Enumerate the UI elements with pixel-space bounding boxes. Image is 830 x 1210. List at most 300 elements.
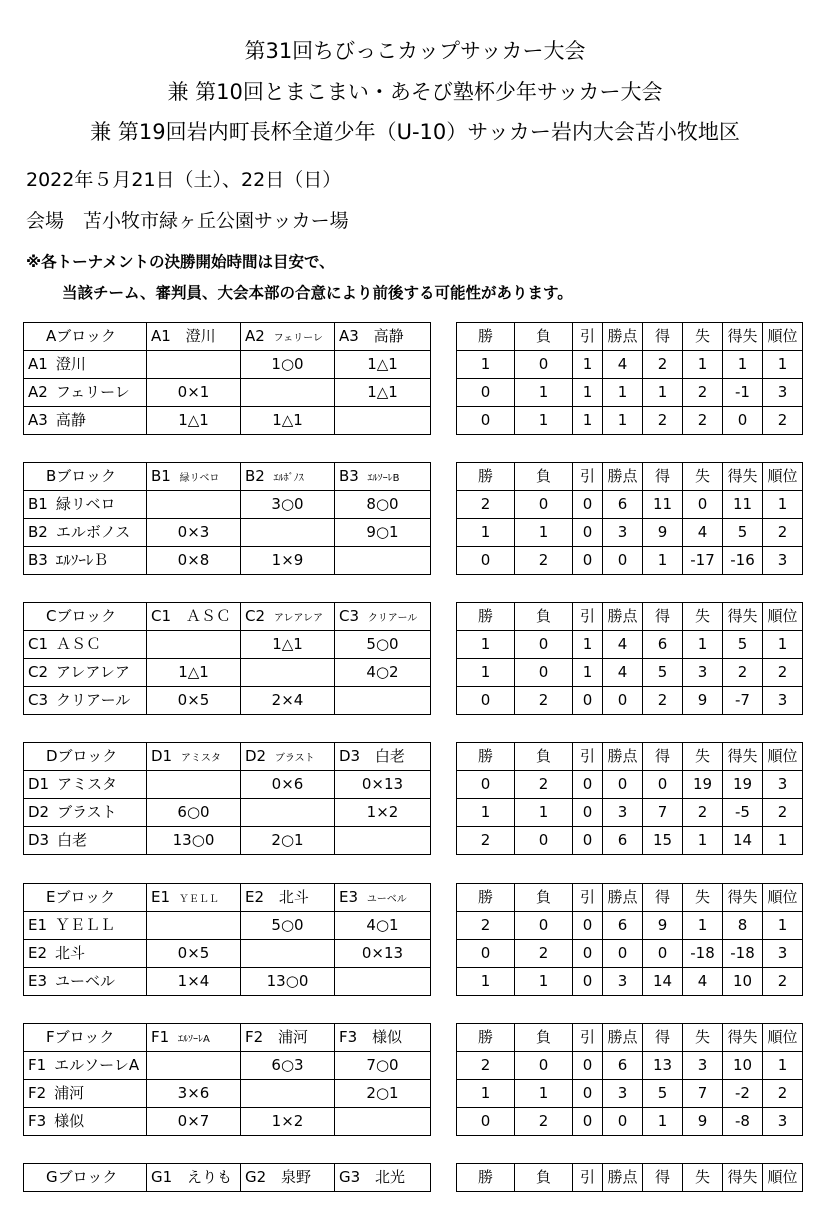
standings-column-header: 順位 (763, 1164, 803, 1192)
standings-cell: 1 (763, 1052, 803, 1080)
tournament-subtitle-2: 兼 第19回岩内町長杯全道少年（U-10）サッカー岩内大会苫小牧地区 (90, 120, 740, 144)
team-code: B3 (339, 467, 359, 485)
standings-cell: 1 (457, 799, 515, 827)
standings-table (456, 1163, 803, 1192)
standings-cell: 0 (603, 1108, 643, 1136)
block-name: Aブロック (24, 323, 147, 351)
standings-cell: 7 (683, 1080, 723, 1108)
standings-cell: 0 (515, 631, 573, 659)
standings-cell: 13 (643, 1052, 683, 1080)
block-name: Dブロック (24, 743, 147, 771)
match-result: 2○1 (335, 1080, 431, 1108)
standings-cell: 0 (573, 687, 603, 715)
team-column-header (335, 603, 431, 631)
standings-table (456, 1023, 803, 1136)
standings-column-header: 順位 (763, 743, 803, 771)
standings-cell: 0 (603, 547, 643, 575)
standings-header-row (457, 463, 803, 491)
team-code: B2 (245, 467, 265, 485)
table-row (24, 631, 431, 659)
match-result (147, 351, 241, 379)
team-code: E1 (28, 916, 48, 934)
match-result: 0×5 (147, 687, 241, 715)
standings-column-header: 引 (573, 1024, 603, 1052)
standings-cell: 4 (603, 631, 643, 659)
standings-cell: 2 (457, 491, 515, 519)
table-row (457, 912, 803, 940)
block-header-row (24, 603, 431, 631)
team-code: E1 (151, 888, 171, 906)
table-row (24, 407, 431, 435)
team-code: C1 (28, 635, 49, 653)
team-row-label (24, 940, 147, 968)
standings-header-row (457, 1164, 803, 1192)
standings-cell: 2 (683, 799, 723, 827)
standings-column-header: 負 (515, 743, 573, 771)
standings-cell: 2 (763, 1080, 803, 1108)
standings-column-header: 勝点 (603, 603, 643, 631)
match-result: 0×13 (335, 940, 431, 968)
table-row (457, 491, 803, 519)
standings-cell: 6 (603, 827, 643, 855)
team-column-header (241, 884, 335, 912)
team-code: E2 (245, 888, 265, 906)
standings-cell: 0 (573, 940, 603, 968)
team-column-header (335, 743, 431, 771)
standings-cell: 1 (573, 659, 603, 687)
standings-cell: 1 (457, 968, 515, 996)
team-code: F2 (245, 1028, 264, 1046)
team-code: G1 (151, 1168, 173, 1186)
table-row (457, 407, 803, 435)
team-name: 高静 (55, 411, 86, 429)
team-code: C3 (28, 691, 49, 709)
team-code: D1 (151, 747, 173, 765)
standings-cell: 2 (457, 827, 515, 855)
standings-cell: 2 (763, 519, 803, 547)
tournament-subtitle-1: 兼 第10回とまこまい・あそび塾杯少年サッカー大会 (167, 80, 663, 104)
standings-column-header: 失 (683, 463, 723, 491)
standings-cell: 3 (763, 547, 803, 575)
standings-cell: 1 (763, 491, 803, 519)
standings-cell: -1 (723, 379, 763, 407)
block-matrix-table (23, 1023, 431, 1136)
team-column-header (147, 463, 241, 491)
match-result (335, 407, 431, 435)
standings-column-header: 得失 (723, 884, 763, 912)
standings-column-header: 負 (515, 884, 573, 912)
standings-cell: 2 (515, 547, 573, 575)
standings-column-header: 順位 (763, 463, 803, 491)
table-row (457, 1108, 803, 1136)
table-row (24, 519, 431, 547)
table-row (24, 940, 431, 968)
team-name: アレアレア (56, 663, 130, 681)
match-result (147, 1052, 241, 1080)
table-row (457, 547, 803, 575)
standings-column-header: 引 (573, 884, 603, 912)
standings-column-header: 勝 (457, 743, 515, 771)
standings-cell: 5 (723, 631, 763, 659)
team-name: ＡＳＣ (185, 607, 231, 625)
team-name: 緑リベロ (55, 495, 116, 513)
team-code: C2 (245, 607, 266, 625)
standings-column-header: 負 (515, 463, 573, 491)
standings-column-header: 勝点 (603, 463, 643, 491)
standings-cell: 6 (603, 1052, 643, 1080)
standings-column-header: 勝 (457, 884, 515, 912)
standings-column-header: 得 (643, 1024, 683, 1052)
table-row (457, 1052, 803, 1080)
team-code: A1 (28, 355, 48, 373)
team-name: ブラスト (274, 753, 315, 764)
standings-cell: 0 (603, 940, 643, 968)
team-name: ユーベル (366, 894, 407, 905)
team-name: 白老 (374, 747, 405, 765)
standings-cell: 2 (515, 771, 573, 799)
match-result: 8○0 (335, 491, 431, 519)
team-name: ｴﾙｿｰﾚＢ (55, 551, 109, 569)
team-code: A3 (339, 327, 359, 345)
team-code: F2 (28, 1084, 47, 1102)
team-column-header (335, 884, 431, 912)
standings-cell: 2 (515, 687, 573, 715)
table-row (457, 379, 803, 407)
standings-cell: 1 (457, 519, 515, 547)
match-result (147, 771, 241, 799)
team-code: E3 (339, 888, 359, 906)
match-result (335, 1108, 431, 1136)
match-result (241, 799, 335, 827)
table-row (24, 547, 431, 575)
team-name: 浦河 (277, 1028, 308, 1046)
event-date: 2022年５月21日（土）、22日（日） (26, 169, 342, 191)
match-result: 7○0 (335, 1052, 431, 1080)
team-name: クリアール (56, 691, 131, 709)
match-result (241, 940, 335, 968)
team-row-label (24, 912, 147, 940)
team-column-header (241, 323, 335, 351)
standings-cell: 0 (573, 519, 603, 547)
team-name: ＹＥＬＬ (178, 894, 219, 905)
team-code: D3 (28, 831, 50, 849)
standings-column-header: 失 (683, 323, 723, 351)
block-header-row (24, 884, 431, 912)
standings-column-header: 負 (515, 603, 573, 631)
team-column-header (147, 884, 241, 912)
standings-column-header: 失 (683, 603, 723, 631)
block-header-row (24, 743, 431, 771)
team-column-header (147, 1164, 241, 1192)
match-result: 0×6 (241, 771, 335, 799)
standings-cell: 0 (457, 379, 515, 407)
team-name: エルボノス (55, 523, 131, 541)
team-name: フェリーレ (55, 383, 130, 401)
standings-cell: 1 (573, 351, 603, 379)
standings-column-header: 得失 (723, 463, 763, 491)
standings-column-header: 失 (683, 743, 723, 771)
standings-column-header: 得失 (723, 603, 763, 631)
standings-cell: 1 (643, 379, 683, 407)
standings-column-header: 得失 (723, 743, 763, 771)
match-result: 1○0 (241, 351, 335, 379)
standings-cell: 6 (643, 631, 683, 659)
team-column-header (241, 1164, 335, 1192)
team-row-label (24, 631, 147, 659)
standings-cell: 5 (643, 659, 683, 687)
team-row-label (24, 407, 147, 435)
standings-column-header: 勝点 (603, 1024, 643, 1052)
standings-cell: 1 (515, 1080, 573, 1108)
team-column-header (335, 463, 431, 491)
block-header-row (24, 323, 431, 351)
standings-cell: 2 (763, 407, 803, 435)
match-result: 0×5 (147, 940, 241, 968)
team-code: D2 (28, 803, 50, 821)
match-result: 13○0 (147, 827, 241, 855)
standings-cell: 3 (763, 687, 803, 715)
standings-cell: -18 (683, 940, 723, 968)
team-name: 北斗 (278, 888, 309, 906)
standings-cell: 0 (573, 491, 603, 519)
match-result: 4○2 (335, 659, 431, 687)
match-result (335, 547, 431, 575)
team-code: D3 (339, 747, 361, 765)
team-column-header (335, 1164, 431, 1192)
standings-cell: 0 (457, 940, 515, 968)
standings-cell: 1 (643, 547, 683, 575)
team-code: D2 (245, 747, 267, 765)
standings-cell: 3 (763, 940, 803, 968)
standings-cell: 1 (723, 351, 763, 379)
match-result: 1△1 (335, 379, 431, 407)
standings-cell: -8 (723, 1108, 763, 1136)
standings-cell: 1 (683, 351, 723, 379)
team-column-header (241, 743, 335, 771)
match-result: 2×4 (241, 687, 335, 715)
match-result: 4○1 (335, 912, 431, 940)
team-name: アミスタ (57, 775, 118, 793)
table-row (24, 491, 431, 519)
match-result: 0×13 (335, 771, 431, 799)
standings-cell: 1 (643, 1108, 683, 1136)
standings-cell: 3 (763, 771, 803, 799)
match-result (147, 631, 241, 659)
standings-cell: -2 (723, 1080, 763, 1108)
block-matrix-table (23, 462, 431, 575)
standings-cell: 1 (573, 407, 603, 435)
standings-column-header: 勝 (457, 323, 515, 351)
team-name: 泉野 (280, 1168, 311, 1186)
standings-column-header: 順位 (763, 884, 803, 912)
standings-cell: 3 (763, 1108, 803, 1136)
tournament-title: 第31回ちびっこカップサッカー大会 (244, 39, 586, 63)
team-column-header (147, 1024, 241, 1052)
match-result: 2○1 (241, 827, 335, 855)
team-code: C1 (151, 607, 172, 625)
standings-table (456, 742, 803, 855)
standings-cell: 2 (683, 379, 723, 407)
block-matrix-table (23, 883, 431, 996)
table-row (24, 687, 431, 715)
standings-column-header: 勝 (457, 1024, 515, 1052)
standings-cell: 0 (573, 1108, 603, 1136)
standings-cell: 0 (603, 687, 643, 715)
team-name: ＹＥＬＬ (55, 916, 116, 934)
team-name: アミスタ (180, 753, 221, 764)
standings-column-header: 引 (573, 323, 603, 351)
block-header-row (24, 1024, 431, 1052)
standings-header-row (457, 884, 803, 912)
standings-cell: 2 (723, 659, 763, 687)
standings-table (456, 462, 803, 575)
match-result: 6○3 (241, 1052, 335, 1080)
standings-cell: 11 (643, 491, 683, 519)
standings-column-header: 勝 (457, 463, 515, 491)
standings-cell: 0 (515, 912, 573, 940)
standings-column-header: 順位 (763, 323, 803, 351)
team-name: 様似 (54, 1112, 85, 1130)
team-row-label (24, 659, 147, 687)
table-row (24, 379, 431, 407)
table-row (24, 351, 431, 379)
team-row-label (24, 1052, 147, 1080)
standings-column-header: 負 (515, 323, 573, 351)
table-row (457, 519, 803, 547)
standings-cell: 19 (683, 771, 723, 799)
standings-cell: 2 (763, 968, 803, 996)
block-name: Gブロック (24, 1164, 147, 1192)
team-name: 澄川 (185, 327, 216, 345)
standings-cell: 0 (683, 491, 723, 519)
standings-cell: 0 (573, 799, 603, 827)
match-result: 1△1 (335, 351, 431, 379)
match-result (335, 687, 431, 715)
standings-cell: 15 (643, 827, 683, 855)
team-row-label (24, 799, 147, 827)
team-column-header (335, 323, 431, 351)
team-row-label (24, 1080, 147, 1108)
team-code: A3 (28, 411, 48, 429)
standings-cell: -7 (723, 687, 763, 715)
standings-column-header: 得失 (723, 1024, 763, 1052)
standings-column-header: 得 (643, 323, 683, 351)
team-code: F1 (28, 1056, 47, 1074)
standings-cell: 3 (603, 1080, 643, 1108)
standings-column-header: 引 (573, 463, 603, 491)
match-result: 5○0 (241, 912, 335, 940)
standings-cell: 10 (723, 968, 763, 996)
standings-cell: 9 (683, 1108, 723, 1136)
match-result: 0×3 (147, 519, 241, 547)
team-row-label (24, 491, 147, 519)
team-row-label (24, 968, 147, 996)
table-row (24, 771, 431, 799)
standings-cell: 1 (683, 631, 723, 659)
match-result: 13○0 (241, 968, 335, 996)
standings-column-header: 得 (643, 603, 683, 631)
match-result (147, 491, 241, 519)
standings-cell: 0 (515, 827, 573, 855)
standings-cell: 9 (643, 519, 683, 547)
team-row-label (24, 379, 147, 407)
team-code: A1 (151, 327, 171, 345)
standings-cell: 14 (723, 827, 763, 855)
team-name: 浦河 (54, 1084, 85, 1102)
standings-column-header: 引 (573, 603, 603, 631)
team-column-header (147, 603, 241, 631)
standings-cell: 2 (763, 799, 803, 827)
standings-cell: 2 (643, 687, 683, 715)
notice-line-2: 当該チーム、審判員、大会本部の合意により前後する可能性があります。 (62, 284, 573, 302)
standings-cell: 1 (683, 827, 723, 855)
team-column-header (335, 1024, 431, 1052)
standings-header-row (457, 1024, 803, 1052)
team-code: B1 (28, 495, 48, 513)
standings-cell: 2 (457, 912, 515, 940)
standings-cell: 3 (683, 659, 723, 687)
standings-column-header: 得 (643, 743, 683, 771)
team-name: アレアレア (273, 613, 324, 624)
team-code: G3 (339, 1168, 361, 1186)
standings-table (456, 602, 803, 715)
standings-cell: 0 (457, 771, 515, 799)
notice-line-1: ※各トーナメントの決勝開始時間は目安で、 (26, 253, 335, 271)
team-name: ＡＳＣ (56, 635, 102, 653)
table-row (457, 1080, 803, 1108)
team-name: ｴﾙｿｰﾚA (177, 1034, 210, 1045)
match-result (241, 519, 335, 547)
match-result: 1×2 (241, 1108, 335, 1136)
standings-column-header: 失 (683, 1164, 723, 1192)
block-name: Eブロック (24, 884, 147, 912)
team-column-header (147, 323, 241, 351)
team-code: A2 (245, 327, 265, 345)
table-row (24, 912, 431, 940)
standings-cell: 0 (573, 1052, 603, 1080)
standings-table (456, 883, 803, 996)
team-row-label (24, 1108, 147, 1136)
team-name: 緑リベロ (179, 473, 220, 484)
team-name: えりも (186, 1168, 232, 1186)
standings-cell: 3 (763, 379, 803, 407)
standings-column-header: 勝点 (603, 323, 643, 351)
team-code: F3 (339, 1028, 358, 1046)
standings-column-header: 得失 (723, 1164, 763, 1192)
match-result: 0×7 (147, 1108, 241, 1136)
team-name: フェリーレ (273, 333, 323, 344)
team-code: A2 (28, 383, 48, 401)
standings-cell: 4 (683, 968, 723, 996)
team-name: エルソーレA (54, 1056, 140, 1074)
standings-cell: 3 (603, 799, 643, 827)
team-code: E2 (28, 944, 48, 962)
block-header-row (24, 463, 431, 491)
match-result: 1△1 (147, 659, 241, 687)
standings-cell: 1 (763, 827, 803, 855)
team-code: F3 (28, 1112, 47, 1130)
table-row (24, 827, 431, 855)
team-column-header (241, 603, 335, 631)
standings-cell: 0 (573, 1080, 603, 1108)
table-row (457, 771, 803, 799)
team-name: 白老 (57, 831, 88, 849)
standings-column-header: 得 (643, 463, 683, 491)
standings-cell: 0 (573, 912, 603, 940)
team-name: 澄川 (55, 355, 86, 373)
standings-cell: -17 (683, 547, 723, 575)
standings-header-row (457, 743, 803, 771)
